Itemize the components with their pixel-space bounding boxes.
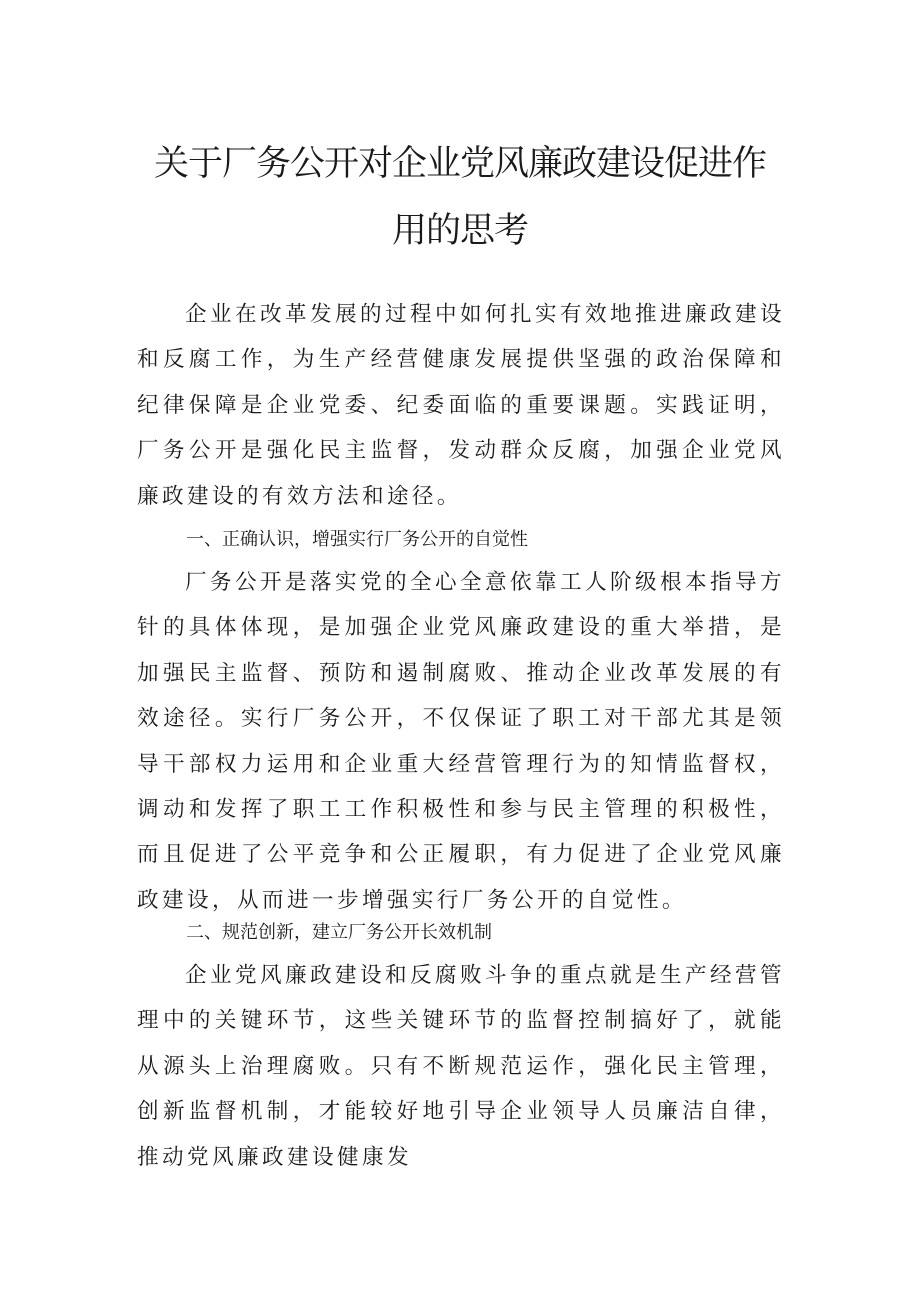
paragraph-section-2: 企业党风廉政建设和反腐败斗争的重点就是生产经营管理中的关键环节，这些关键环节的监督控制搞好了，就能从源头上治理腐败。只有不断规范运作，强化民主管理，创新监督机制，才能较好地引导企业领导人员廉洁自律，推动党风廉政建设健康发 <box>137 963 785 1170</box>
section-heading-2: 二、规范创新，建立厂务公开长效机制 <box>186 922 492 943</box>
paragraph-intro: 企业在改革发展的过程中如何扎实有效地推进廉政建设和反腐工作，为生产经营健康发展提供坚强的政治保障和纪律保障是企业党委、纪委面临的重要课题。实践证明，厂务公开是强化民主监督，发动群众反腐，加强企业党风廉政建设的有效方法和途径。 <box>137 302 785 509</box>
paragraph-section-1: 厂务公开是落实党的全心全意依靠工人阶级根本指导方针的具体体现，是加强企业党风廉政建设的重大举措，是加强民主监督、预防和遏制腐败、推动企业改革发展的有效途径。实行厂务公开，不仅保证了职工对干部尤其是领导干部权力运用和企业重大经营管理行为的知情监督权，调动和发挥了职工工作积极性和参与民主管理的积极性，而且促进了公平竞争和公正履职，有力促进了企业党风廉政建设，从而进一步增强实行厂务公开的自觉性。 <box>137 570 785 913</box>
section-heading-1: 一、正确认识，增强实行厂务公开的自觉性 <box>186 529 528 550</box>
document-title-line-1: 关于厂务公开对企业党风廉政建设促进作 <box>153 144 766 184</box>
document-title-line-2: 用的思考 <box>391 211 528 251</box>
